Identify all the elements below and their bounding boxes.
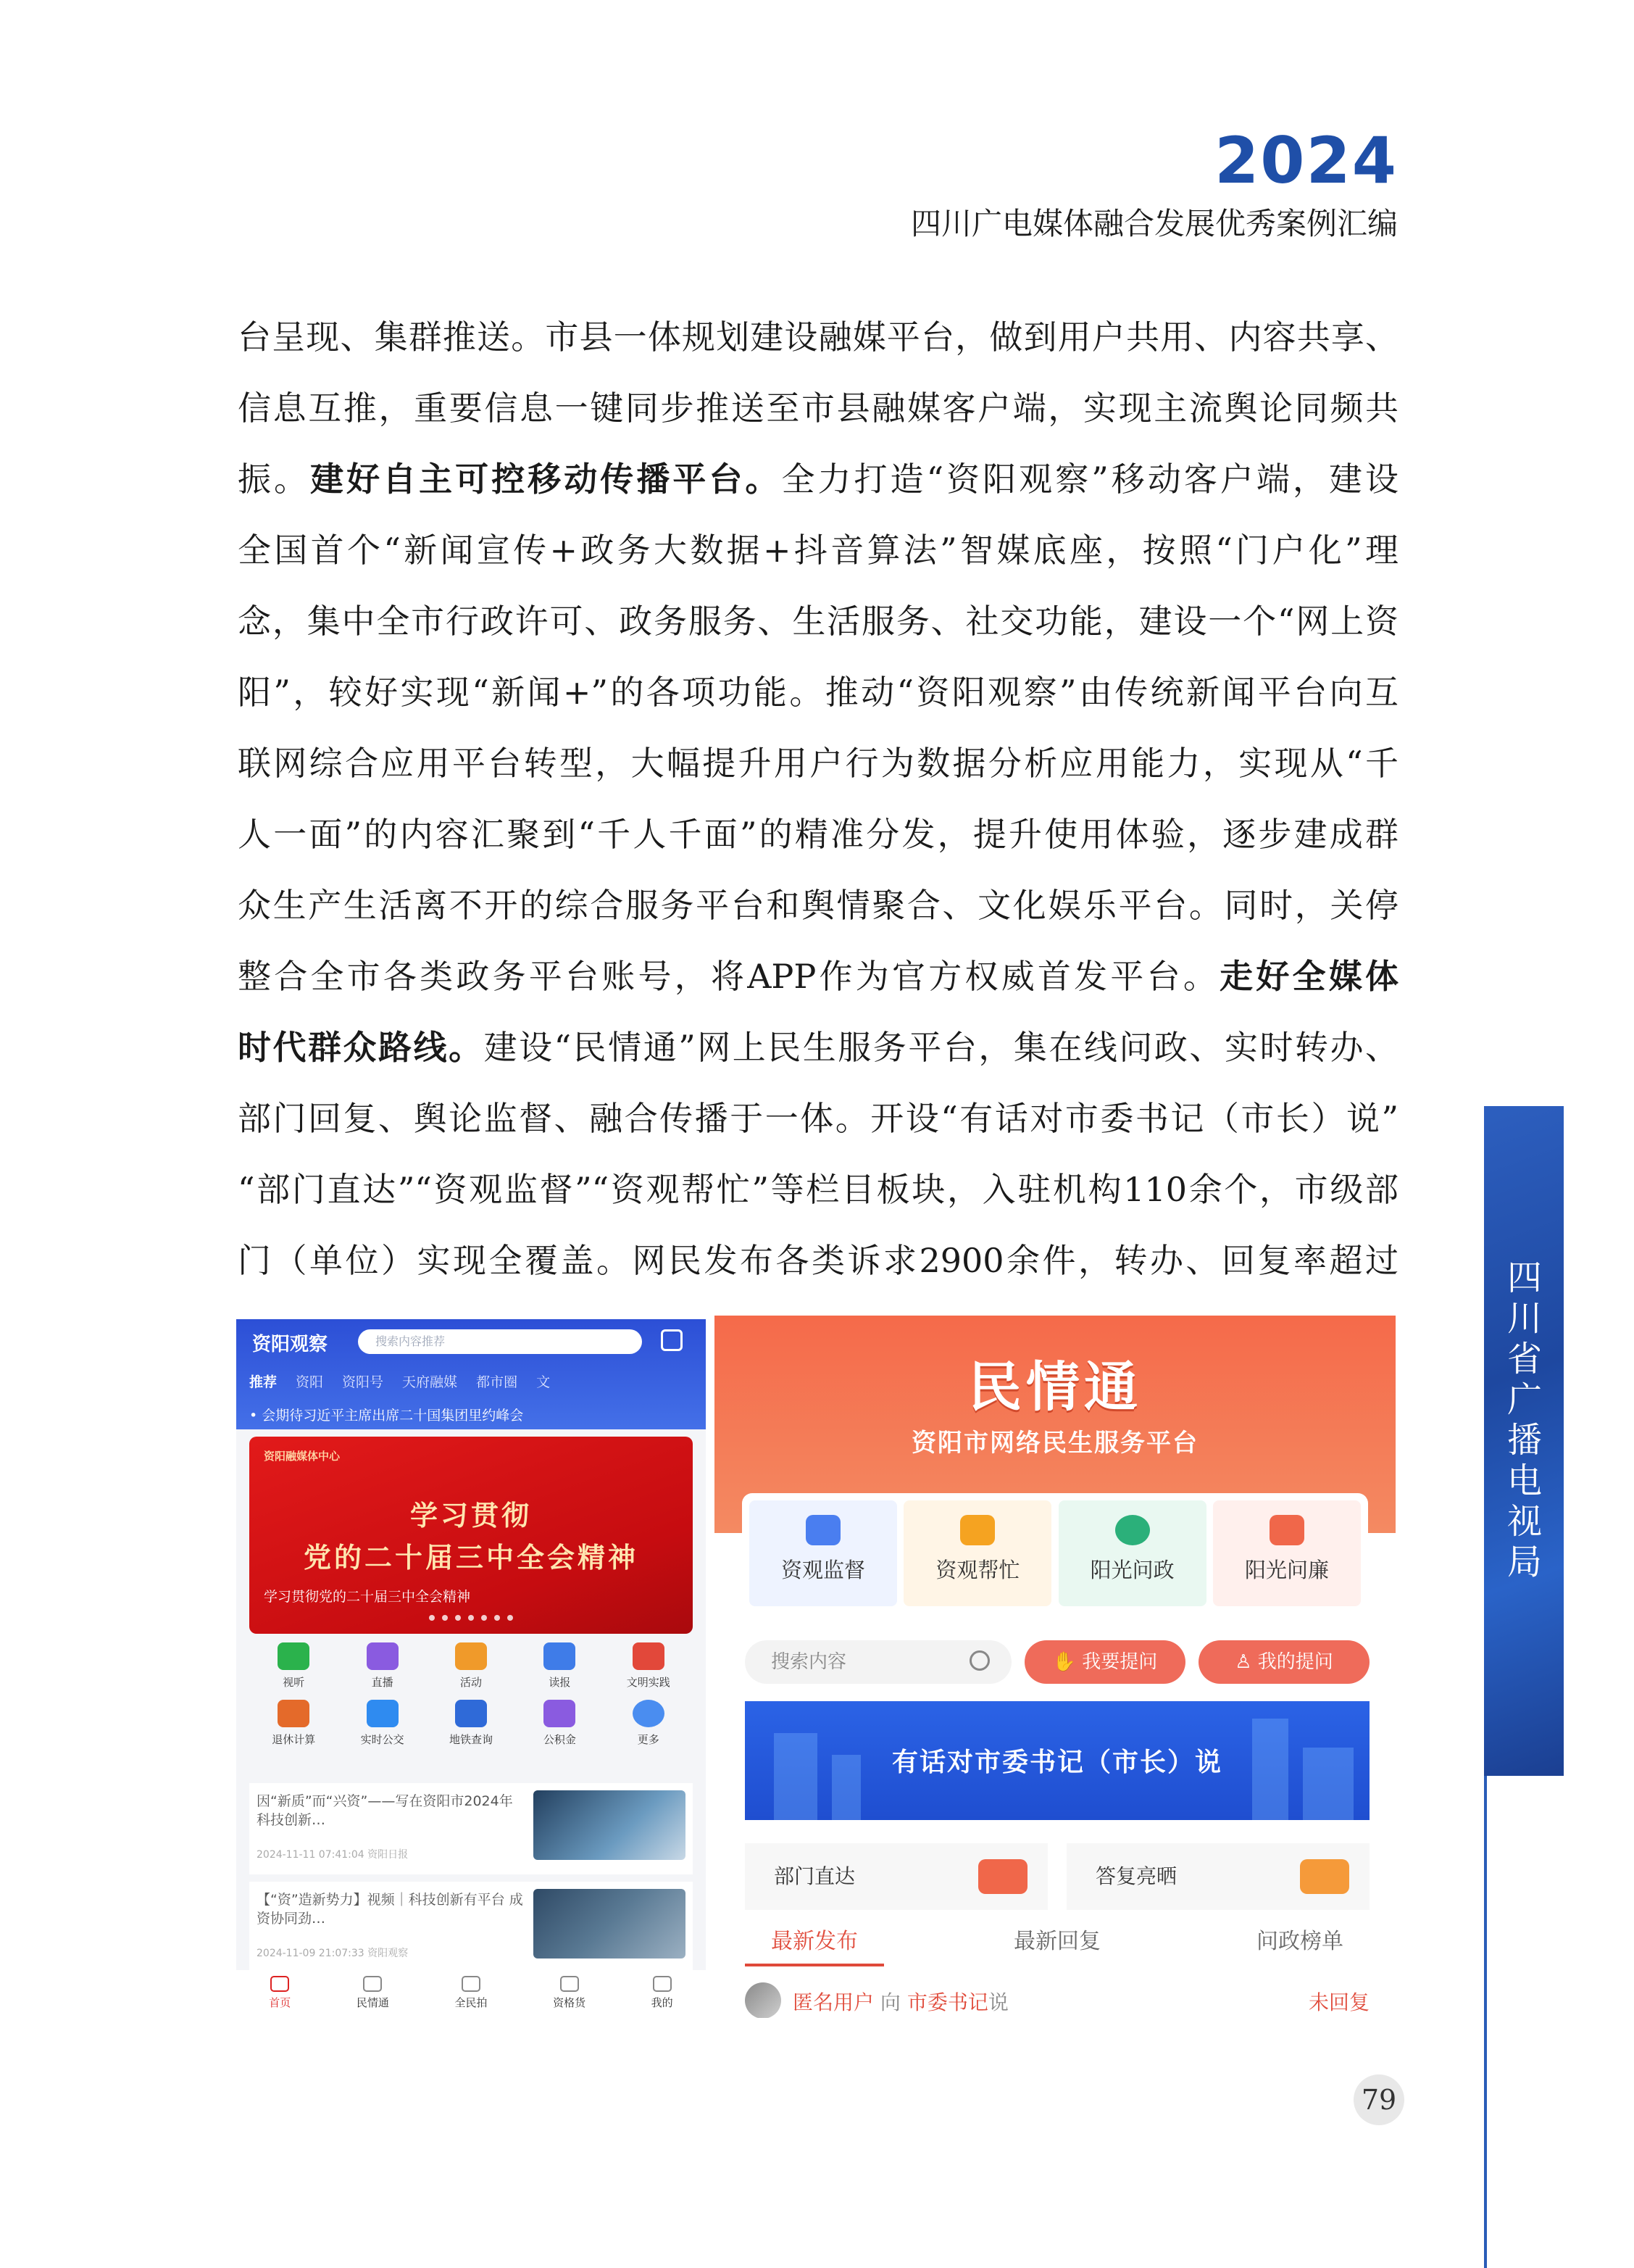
avatar [745, 1982, 781, 2018]
banner[interactable] [249, 1437, 693, 1634]
text-line: 联网综合应用平台转型，大幅提升用户行为数据分析应用能力，实现从“千 [238, 744, 1399, 783]
department-direct-box[interactable]: 部门直达 [745, 1843, 1048, 1910]
location-icon [543, 1700, 575, 1727]
year-title: 2024 [1214, 123, 1398, 198]
question-icon [1115, 1515, 1150, 1545]
content-tabs [745, 1917, 1370, 1966]
card-yangguang-wenlian[interactable]: 阳光问廉 [1213, 1500, 1361, 1606]
tv-icon [278, 1642, 309, 1670]
tab-ziyanghao[interactable]: 资阳号 [342, 1374, 384, 1390]
side-divider [1484, 1776, 1487, 2268]
banner-line2: 党的二十届三中全会精神 [303, 1542, 638, 1574]
grid-item-dubao[interactable]: 读报 [515, 1642, 604, 1690]
grid-item-shiting[interactable]: 视听 [249, 1642, 338, 1690]
text-line: 众生产生活离不开的综合服务平台和舆情聚合、文化娱乐平台。同时，关停 [238, 886, 1399, 925]
ziyang-app-screenshot [236, 1319, 706, 2018]
grid-item-gongjijin[interactable]: 公积金 [515, 1700, 604, 1747]
grid-item-wenming[interactable]: 文明实践 [604, 1642, 693, 1690]
body-text [238, 302, 1399, 1296]
banner-text: 有话对市委书记（市长）说 [891, 1748, 1222, 1777]
search-input[interactable]: 搜索内容推荐 [358, 1329, 642, 1354]
card-ziguan-jiandu[interactable]: 资观监督 [749, 1500, 897, 1606]
service-cards [742, 1493, 1368, 1618]
search-input[interactable]: 搜索内容 [745, 1640, 1012, 1684]
document-icon [363, 1976, 382, 1992]
article-thumbnail [533, 1790, 685, 1860]
post-user: 匿名用户 向 市委书记说 [793, 1990, 1009, 2014]
text-line: 全国首个“新闻宣传+政务大数据+抖音算法”智媒底座，按照“门户化”理 [238, 531, 1399, 570]
book-subtitle: 四川广电媒体融合发展优秀案例汇编 [910, 206, 1398, 241]
people-icon [978, 1859, 1027, 1894]
carousel-dots [249, 1610, 693, 1624]
article-title: 【“资”造新势力】视频｜科技创新有平台 成资协同劲… [257, 1892, 523, 1927]
home-icon [270, 1976, 289, 1992]
text-line: 整合全市各类政务平台账号，将APP作为官方权威首发平台。走好全媒体 [238, 957, 1399, 996]
post-row[interactable] [745, 1982, 1370, 2018]
article-thumbnail [533, 1889, 685, 1958]
secretary-banner[interactable] [745, 1701, 1370, 1820]
scan-icon[interactable] [661, 1329, 683, 1351]
card-ziguan-bangmang[interactable]: 资观帮忙 [904, 1500, 1051, 1606]
bottom-nav [236, 1970, 706, 2018]
camera-icon [462, 1976, 480, 1992]
text-line: “部门直达”“资观监督”“资观帮忙”等栏目板块，入驻机构110余个，市级部 [238, 1170, 1399, 1209]
article-title: 因“新质”而“兴资”——写在资阳市2024年科技创新… [257, 1793, 513, 1828]
gift-icon [455, 1642, 487, 1670]
app-logo: 资阳观察 [252, 1334, 328, 1355]
text-line: 阳”，较好实现“新闻+”的各项功能。推动“资阳观察”由传统新闻平台向互 [238, 673, 1399, 712]
page-number: 79 [1354, 2074, 1404, 2125]
news-ticker[interactable]: • 会期待习近平主席出席二十国集团里约峰会 [249, 1408, 524, 1424]
bold-heading: 走好全媒体 [1220, 957, 1399, 996]
app-header [236, 1319, 706, 1429]
reply-showcase-box[interactable]: 答复亮晒 [1067, 1843, 1370, 1910]
text-line: 信息互推，重要信息一键同步推送至市县融媒客户端，实现主流舆论同频共 [238, 389, 1399, 428]
side-band-label: 四川省广播电视局 [1506, 1258, 1542, 1582]
article-card[interactable] [249, 1783, 693, 1874]
text-line: 台呈现、集群推送。市县一体规划建设融媒平台，做到用户共用、内容共享、 [238, 317, 1399, 357]
text-line: 时代群众路线。建设“民情通”网上民生服务平台，集在线问政、实时转办、 [238, 1028, 1399, 1067]
text-line: 振。建好自主可控移动传播平台。全力打造“资阳观察”移动客户端，建设 [238, 460, 1399, 499]
channel-tabs [249, 1371, 550, 1391]
ask-question-button[interactable]: ✋ 我要提问 [1025, 1640, 1185, 1684]
text-line: 部门回复、舆论监督、融合传播于一体。开设“有话对市委书记（市长）说” [238, 1099, 1399, 1138]
search-icon[interactable] [970, 1650, 990, 1671]
retire-icon [278, 1700, 309, 1727]
help-icon [960, 1515, 995, 1545]
banner-org: 资阳融媒体中心 [264, 1450, 341, 1463]
nav-minqingtong[interactable]: 民情通 [357, 1976, 389, 2018]
article-meta: 2024-11-09 21:07:33 资阳观察 [257, 1948, 409, 1959]
nav-quanminpai[interactable]: 全民拍 [454, 1976, 487, 2018]
user-icon [653, 1976, 672, 1992]
bold-heading: 时代群众路线。 [238, 1028, 484, 1067]
banner-line1: 学习贯彻 [409, 1500, 532, 1532]
live-icon [367, 1642, 399, 1670]
card-yangguang-wenzheng[interactable]: 阳光问政 [1059, 1500, 1206, 1606]
nav-mine[interactable]: 我的 [651, 1976, 673, 2018]
tab-recommend[interactable]: 推荐 [249, 1374, 278, 1390]
tab-tianfu[interactable]: 天府融媒 [402, 1374, 458, 1390]
newspaper-icon [543, 1642, 575, 1670]
text-line: 人一面”的内容汇聚到“千人千面”的精准分发，提升使用体验，逐步建成群 [238, 815, 1399, 854]
service-grid [249, 1642, 693, 1747]
my-questions-button[interactable]: ♙ 我的提问 [1199, 1640, 1370, 1684]
grid-item-tuixiu[interactable]: 退休计算 [249, 1700, 338, 1747]
tab-latest-reply[interactable]: 最新回复 [1014, 1929, 1101, 1954]
tab-dushiquan[interactable]: 都市圈 [476, 1374, 518, 1390]
nav-home[interactable]: 首页 [269, 1976, 291, 2018]
grid-item-ditie[interactable]: 地铁查询 [427, 1700, 515, 1747]
tab-ranking[interactable]: 问政榜单 [1256, 1929, 1343, 1954]
tab-more[interactable]: 文 [536, 1374, 551, 1390]
bus-icon [367, 1700, 399, 1727]
nav-zigehuo[interactable]: 资格货 [553, 1976, 585, 2018]
minqingtong-screenshot [714, 1316, 1396, 2018]
article-card[interactable] [249, 1882, 693, 1973]
banner-caption: 学习贯彻党的二十届三中全会精神 [264, 1589, 471, 1605]
chat-icon [1300, 1859, 1349, 1894]
monitor-icon [806, 1515, 841, 1545]
platform-title: 民情通 [968, 1356, 1142, 1418]
bold-heading: 建好自主可控移动传播平台。 [310, 460, 782, 499]
grid-item-gongjiao[interactable]: 实时公交 [338, 1700, 426, 1747]
metro-icon [455, 1700, 487, 1727]
grid-item-more[interactable]: 更多 [604, 1700, 693, 1747]
lotus-icon [1270, 1515, 1304, 1545]
mail-icon [560, 1976, 579, 1992]
text-line: 门（单位）实现全覆盖。网民发布各类诉求2900余件，转办、回复率超过 [238, 1241, 1399, 1280]
article-meta: 2024-11-11 07:41:04 资阳日报 [257, 1849, 409, 1861]
text-line: 念，集中全市行政许可、政务服务、生活服务、社交功能，建设一个“网上资 [238, 602, 1399, 641]
status-badge: 未回复 [1308, 1990, 1370, 2014]
tab-latest-post[interactable]: 最新发布 [745, 1917, 884, 1966]
tab-ziyang[interactable]: 资阳 [296, 1374, 324, 1390]
grid-item-zhibo[interactable]: 直播 [338, 1642, 426, 1690]
platform-subtitle: 资阳市网络民生服务平台 [912, 1429, 1199, 1458]
grid-item-huodong[interactable]: 活动 [427, 1642, 515, 1690]
more-icon [633, 1700, 664, 1727]
civilization-icon [633, 1642, 664, 1670]
